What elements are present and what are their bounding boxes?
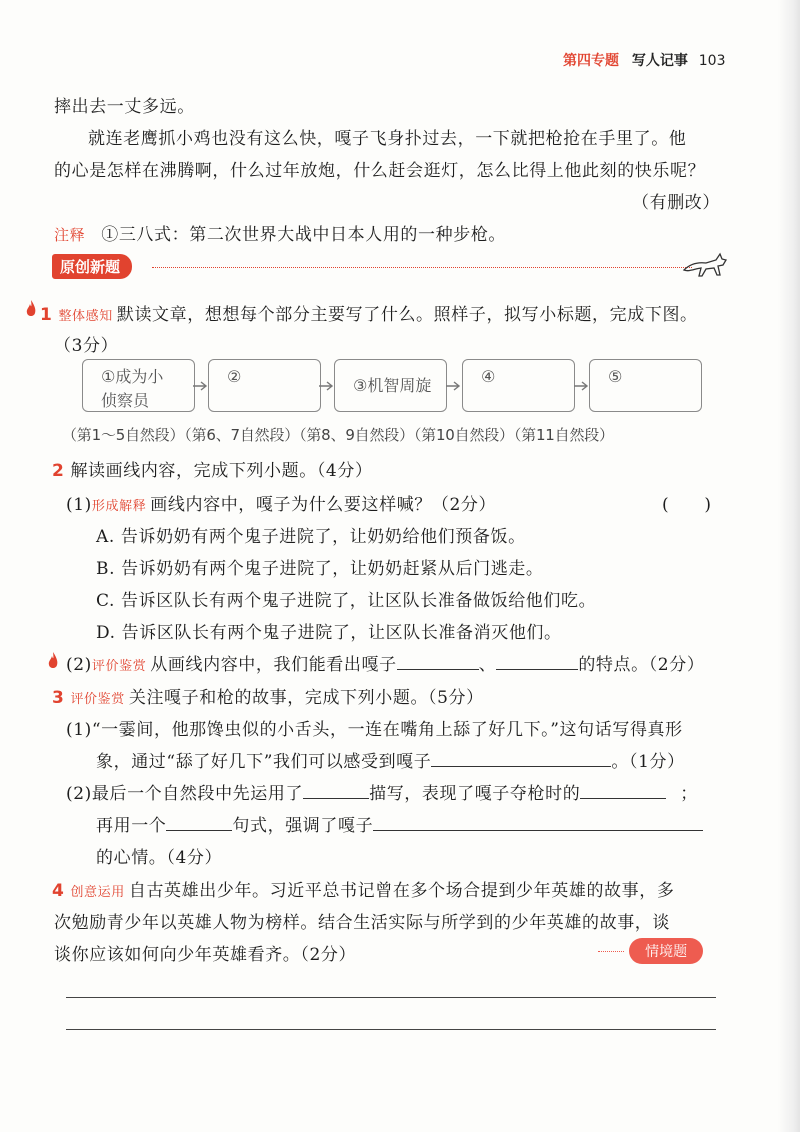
difficulty-flame-icon (26, 300, 36, 318)
section-title: 原创新题 (52, 254, 132, 279)
q2-text: 解读画线内容，完成下列小题。（4分） (70, 461, 373, 481)
answer-line[interactable] (66, 997, 716, 998)
q3-sub2-text-d: 再用一个 (96, 816, 167, 836)
section-banner (52, 254, 728, 280)
flow-box-2[interactable] (208, 359, 321, 412)
q2-sub2-text-a: 从画线内容中，我们能看出嘎子 (150, 655, 397, 675)
scenario-badge (598, 938, 703, 964)
option-c[interactable]: C. 告诉区队长有两个鬼子进院了，让区队长准备做饭给他们吃。 (96, 591, 597, 611)
q1-text: 默读文章，想想每个部分主要写了什么。照样子，拟写小标题，完成下图。 (116, 305, 698, 325)
q3-sub2-text-b: 描写，表现了嘎子夺枪时的 (369, 784, 581, 804)
header-section: 写人记事 (631, 53, 688, 69)
q3-sub2-text-c: ； (680, 784, 698, 804)
header-page-number: 103 (698, 53, 726, 69)
q3-sub2-line1 (66, 779, 698, 804)
q3-sub1-line1: (1)“一霎间，他那馋虫似的小舌头，一连在嘴角上舔了好几下。”这句话写得真形 (66, 720, 683, 740)
q4-line3: 谈你应该如何向少年英雄看齐。（2分） (54, 945, 357, 965)
answer-blank[interactable] (580, 782, 666, 799)
answer-blank[interactable] (431, 750, 611, 767)
q1-prompt (40, 300, 698, 325)
option-d[interactable]: D. 告诉区队长有两个鬼子进院了，让区队长准备消灭他们。 (96, 623, 562, 643)
flow-box-3 (334, 359, 447, 412)
q2-prompt (52, 456, 373, 481)
q3-number: 3 (52, 688, 65, 708)
passage-line-2: 就连老鹰抓小鸡也没有这么快，嘎子飞身扑过去，一下就把枪抢在手里了。他 (88, 129, 687, 149)
passage-source: （有删改） (632, 193, 720, 213)
flow-box-1 (82, 359, 195, 412)
arrow-right-icon (193, 380, 209, 392)
q4-tag: 创意运用 (70, 885, 125, 900)
answer-blank[interactable] (496, 653, 578, 670)
flow-box-4[interactable] (462, 359, 575, 412)
q2-sub1-text: 画线内容中，嘎子为什么要这样喊？（2分） (150, 495, 497, 515)
page-header (563, 50, 725, 70)
q2-sub1-prefix: (1) (66, 495, 92, 515)
option-a[interactable]: A. 告诉奶奶有两个鬼子进院了，让奶奶给他们预备饭。 (96, 527, 526, 547)
q2-sub2 (66, 650, 704, 675)
q2-sub2-sep: 、 (478, 655, 497, 675)
q3-sub1-score: 。（1分） (611, 752, 685, 772)
q2-number: 2 (52, 461, 65, 481)
q4-number: 4 (52, 881, 65, 901)
page-edge-shadow (778, 0, 800, 1132)
q1-tag: 整体感知 (58, 309, 113, 324)
q2-sub2-text-b: 的特点。（2分） (578, 655, 705, 675)
passage-line-3: 的心是怎样在沸腾啊，什么过年放炮，什么赶会逛灯，怎么比得上他此刻的快乐呢？ (54, 161, 706, 181)
answer-blank[interactable] (373, 814, 703, 831)
note (54, 220, 506, 245)
answer-line[interactable] (66, 1029, 716, 1030)
flow-box-4-line1: ④ (481, 367, 496, 386)
arrow-right-icon (574, 380, 590, 392)
flow-box-5[interactable] (589, 359, 702, 412)
flow-box-3-line1: ③机智周旋 (353, 376, 432, 395)
passage-line-1: 摔出去一丈多远。 (54, 97, 195, 117)
flow-box-1-line2: 侦察员 (101, 391, 150, 410)
q3-sub2-text-e: 句式，强调了嘎子 (232, 816, 374, 836)
arrow-right-icon (319, 380, 335, 392)
q4-line1 (52, 876, 674, 901)
q3-sub2-text-a: (2)最后一个自然段中先运用了 (66, 784, 304, 804)
note-text: ①三八式：第二次世界大战中日本人用的一种步枪。 (101, 225, 507, 245)
q2-sub2-tag: 评价鉴赏 (91, 659, 147, 674)
cat-icon (682, 250, 728, 278)
difficulty-flame-icon (48, 652, 58, 670)
q3-text: 关注嘎子和枪的故事，完成下列小题。（5分） (128, 688, 484, 708)
flow-box-1-line1: ①成为小 (101, 367, 164, 386)
flow-box-2-line1: ② (227, 367, 242, 386)
section-divider (152, 267, 692, 268)
badge-dots (598, 951, 624, 952)
q4-line2: 次勉励青少年以英雄人物为榜样。结合生活实际与所学到的少年英雄的故事，谈 (54, 913, 670, 933)
q2-sub1 (66, 490, 496, 515)
q3-sub1-text: 象，通过“舔了好几下”我们可以感受到嘎子 (96, 752, 432, 772)
q3-tag: 评价鉴赏 (70, 692, 125, 707)
q3-sub1-line2 (96, 747, 685, 772)
answer-blank[interactable] (397, 653, 479, 670)
q2-sub2-prefix: (2) (66, 655, 92, 675)
option-b[interactable]: B. 告诉奶奶有两个鬼子进院了，让奶奶赶紧从后门逃走。 (96, 559, 544, 579)
q1-number: 1 (40, 305, 53, 325)
q3-sub2-line3: 的心情。（4分） (96, 848, 223, 868)
q3-sub2-line2 (96, 811, 703, 836)
note-label: 注释 (54, 226, 86, 244)
q1-score: （3分） (54, 336, 119, 356)
scenario-badge-label: 情境题 (629, 938, 703, 964)
arrow-right-icon (446, 380, 462, 392)
answer-paren[interactable]: ( ) (662, 495, 712, 515)
answer-blank[interactable] (303, 782, 369, 799)
q2-sub1-tag: 形成解释 (91, 499, 147, 514)
answer-blank[interactable] (166, 814, 232, 831)
flow-captions: （第1～5自然段）（第6、7自然段）（第8、9自然段）（第10自然段）（第11自然段） (62, 426, 614, 444)
flow-box-5-line1: ⑤ (608, 367, 623, 386)
q3-prompt (52, 683, 484, 708)
header-topic: 第四专题 (563, 53, 619, 69)
q4-text-1: 自古英雄出少年。习近平总书记曾在多个场合提到少年英雄的故事，多 (128, 881, 675, 901)
